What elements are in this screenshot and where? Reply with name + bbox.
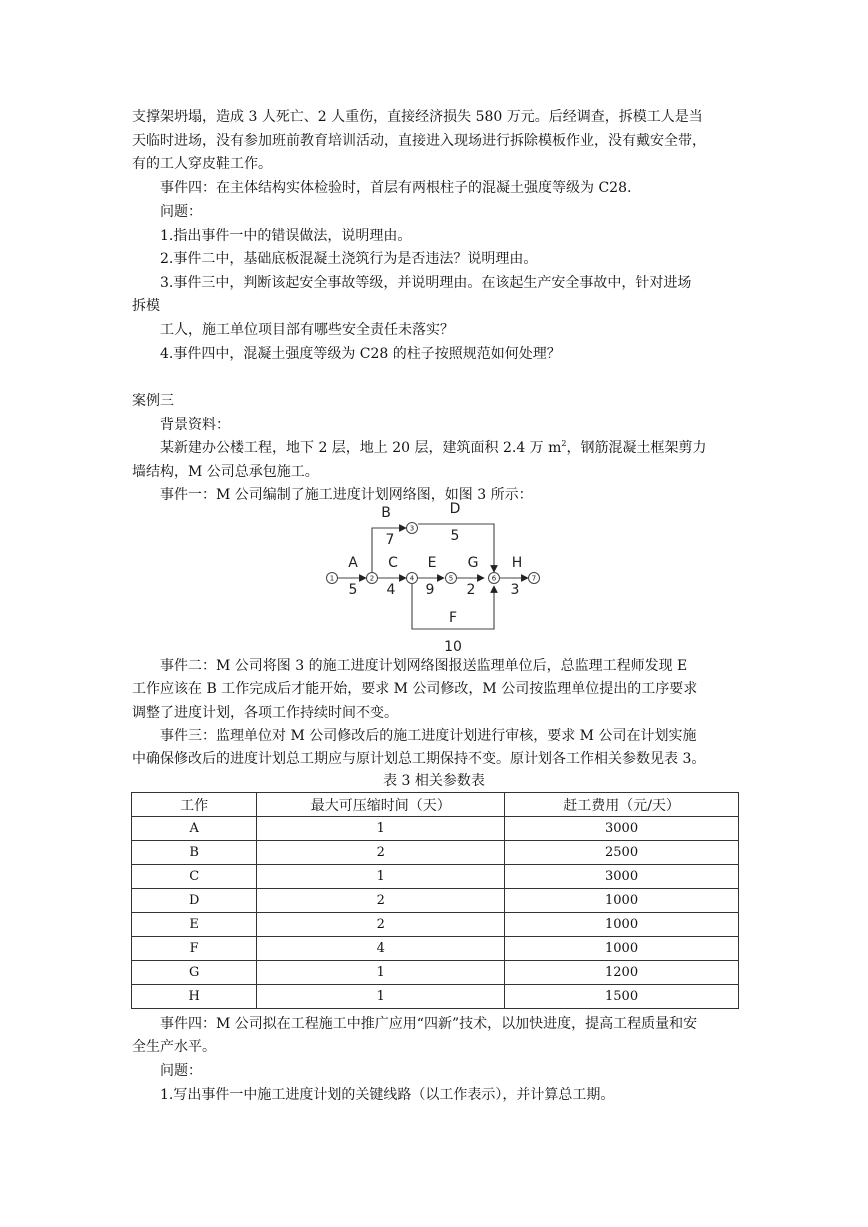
question-1: 1.写出事件一中施工进度计划的关键线路（以工作表示），并计算总工期。 (160, 1087, 615, 1103)
question-1: 1.指出事件一中的错误做法，说明理由。 (160, 228, 412, 244)
cell: 3000 (505, 865, 739, 889)
cell: 1500 (505, 985, 739, 1009)
cell: 2 (257, 841, 505, 865)
event-three-line: 事件三：监理单位对 M 公司修改后的施工进度计划进行审核，要求 M 公司在计划实施 (160, 728, 697, 744)
cell: 3000 (505, 817, 739, 841)
header-max-compress: 最大可压缩时间（天） (257, 793, 505, 817)
paragraph-line: 支撑架坍塌，造成 3 人死亡、2 人重伤，直接经济损失 580 万元。后经调查，拆模工人是当 (132, 109, 703, 125)
cell: D (132, 889, 257, 913)
node-number: 7 (531, 574, 537, 583)
cell: C (132, 865, 257, 889)
table-caption: 表 3 相关参数表 (383, 773, 485, 789)
background-label: 背景资料： (160, 417, 230, 433)
activity-name: A (348, 555, 358, 571)
activity-name: G (467, 555, 479, 571)
cell: 1000 (505, 937, 739, 961)
table-row (132, 913, 739, 937)
event-two-line: 工作应该在 B 工作完成后才能开始，要求 M 公司修改，M 公司按监理单位提出的工序要求 (132, 681, 698, 697)
activity-duration: 7 (385, 532, 395, 548)
node-number: 6 (491, 574, 497, 583)
question-4: 4.事件四中，混凝土强度等级为 C28 的柱子按照规范如何处理？ (160, 346, 561, 362)
activity-duration: 5 (450, 528, 460, 544)
activity-name: E (427, 555, 437, 571)
event-two-line: 事件二：M 公司将图 3 的施工进度计划网络图报送监理单位后，总监理工程师发现 E (160, 658, 688, 674)
table-row (132, 889, 739, 913)
node-number: 4 (409, 574, 415, 583)
event-one-line: 事件一：M 公司编制了施工进度计划网络图，如图 3 所示： (160, 487, 533, 503)
table-row (132, 817, 739, 841)
event-four-line: 事件四：在主体结构实体检验时，首层有两根柱子的混凝土强度等级为 C28. (160, 180, 632, 196)
header-work: 工作 (132, 793, 257, 817)
question-3-continued: 拆模 (132, 298, 160, 314)
cell: 1 (257, 817, 505, 841)
activity-name: C (388, 555, 398, 571)
cell: B (132, 841, 257, 865)
activity-name: F (448, 610, 458, 626)
cell: E (132, 913, 257, 937)
paragraph-line: 天临时进场，没有参加班前教育培训活动，直接进入现场进行拆除模板作业，没有戴安全带， (132, 133, 706, 149)
cell: 2 (257, 889, 505, 913)
cell: 1 (257, 985, 505, 1009)
cell: 2 (257, 913, 505, 937)
activity-duration: 9 (425, 582, 435, 598)
table-row (132, 865, 739, 889)
event-two-line: 调整了进度计划，各项工作持续时间不变。 (132, 705, 398, 721)
activity-duration: 4 (386, 582, 396, 598)
node-number: 3 (409, 524, 415, 533)
question-3-continued: 工人，施工单位项目部有哪些安全责任未落实？ (160, 322, 454, 338)
node-number: 2 (369, 574, 375, 583)
cell: 1 (257, 865, 505, 889)
background-line: 墙结构，M 公司总承包施工。 (132, 464, 319, 480)
header-crash-cost: 赶工费用（元/天） (505, 793, 739, 817)
table-header-row (132, 793, 739, 817)
cell: H (132, 985, 257, 1009)
table-row (132, 841, 739, 865)
question-2: 2.事件二中，基础底板混凝土浇筑行为是否违法？说明理由。 (160, 251, 538, 267)
cell: 1000 (505, 913, 739, 937)
parameters-table (131, 792, 739, 1009)
event-four-line: 事件四：M 公司拟在工程施工中推广应用“四新”技术，以加快进度，提高工程质量和安 (160, 1016, 698, 1032)
case-title: 案例三 (132, 393, 174, 409)
activity-duration: 2 (466, 582, 476, 598)
activity-duration: 10 (444, 639, 462, 654)
network-diagram (318, 498, 554, 654)
cell: G (132, 961, 257, 985)
background-line: 某新建办公楼工程，地下 2 层，地上 20 层，建筑面积 2.4 万 $m^2$，钢筋混凝土框架剪力 (160, 439, 707, 456)
activity-duration: 3 (510, 582, 520, 598)
cell: 1000 (505, 889, 739, 913)
node-number: 1 (329, 574, 335, 583)
activity-name: D (449, 501, 461, 517)
activity-duration: 5 (348, 582, 358, 598)
event-three-line: 中确保修改后的进度计划总工期应与原计划总工期保持不变。原计划各工作相关参数见表 3。 (132, 751, 706, 767)
table-row (132, 985, 739, 1009)
cell: 4 (257, 937, 505, 961)
cell: F (132, 937, 257, 961)
activity-name: H (511, 555, 523, 571)
question-3: 3.事件三中，判断该起安全事故等级，并说明理由。在该起生产安全事故中，针对进场 (160, 275, 692, 291)
questions-heading: 问题： (160, 1063, 202, 1079)
table-row (132, 961, 739, 985)
table-row (132, 937, 739, 961)
node-number: 5 (448, 574, 454, 583)
paragraph-line: 有的工人穿皮鞋工作。 (132, 156, 272, 172)
activity-name: B (381, 505, 391, 521)
cell: 2500 (505, 841, 739, 865)
event-four-line: 全生产水平。 (132, 1039, 216, 1055)
cell: 1 (257, 961, 505, 985)
cell: A (132, 817, 257, 841)
questions-heading: 问题： (160, 204, 202, 220)
cell: 1200 (505, 961, 739, 985)
